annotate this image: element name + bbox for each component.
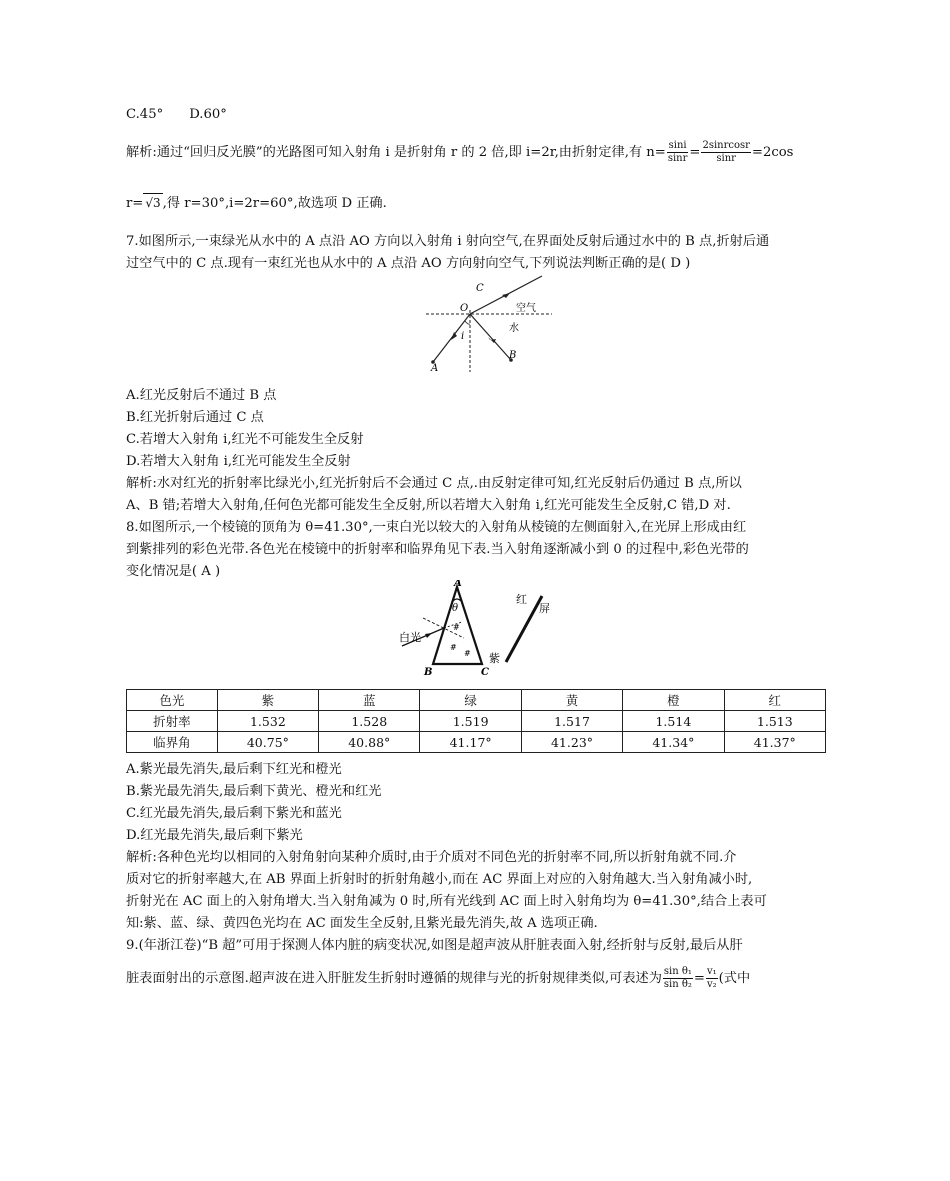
q6-option-d: D.60°: [189, 107, 227, 122]
q7-option-a: A.红光反射后不通过 B 点: [126, 388, 277, 403]
q6-options: [126, 106, 227, 124]
q7-analysis-line1: 解析:水对红光的折射率比绿光小,红光折射后不会通过 C 点,.由反射定律可知,红光反射后仍通过 B 点,所以: [126, 476, 742, 491]
q8-option-b: B.紫光最先消失,最后剩下黄光、橙光和红光: [126, 784, 382, 799]
table-cell: 1.513: [724, 711, 825, 732]
q6-option-c: C.45°: [126, 107, 164, 122]
q6-analysis-line1: 解析:通过“回归反光膜”的光路图可知入射角 i 是折射角 r 的 2 倍,即 i=2r,由折射定律,有 n= $\frac{\sin i}{\sin r}$ = $\frac{\text{2sinrcosr}}{\sin r}$ =2cos: [126, 140, 794, 164]
q7-option-b: B.红光折射后通过 C 点: [126, 410, 264, 425]
q8-option-a: A.紫光最先消失,最后剩下红光和橙光: [126, 762, 342, 777]
table-cell: 1.517: [521, 711, 622, 732]
table-cell: 40.88°: [319, 732, 420, 753]
q8-analysis-line3: 折射光在 AC 面上的入射角增大.当入射角减为 0 时,所有光线到 AC 面上时入射角均为 θ=41.30°,结合上表可: [126, 894, 767, 909]
q8-option-d: D.红光最先消失,最后剩下紫光: [126, 828, 303, 843]
table-cell: 折射率: [127, 711, 218, 732]
label-o: O: [460, 303, 469, 314]
svg-text:#: #: [453, 623, 460, 632]
label-purple: 紫: [489, 652, 500, 665]
reflected-ray: [470, 314, 511, 360]
table-cell: 41.37°: [724, 732, 825, 753]
refraction-table: [126, 689, 826, 753]
q8-analysis-line4: 知:紫、蓝、绿、黄四色光均在 AC 面发生全反射,且紫光最先消失,故 A 选项正确.: [126, 916, 598, 931]
q7-diagram: [424, 274, 554, 374]
label-red: 红: [516, 593, 527, 606]
table-cell: 1.532: [217, 711, 318, 732]
table-cell: 41.34°: [623, 732, 724, 753]
q8-analysis-line1: 解析:各种色光均以相同的入射角射向某种介质时,由于介质对不同色光的折射率不同,所以折射角就不同.介: [126, 850, 737, 865]
table-cell: 蓝: [319, 690, 420, 711]
table-cell: 绿: [420, 690, 521, 711]
table-row: [127, 711, 826, 732]
fraction-2sinrcosr-sinr: $\frac{\text{2sinrcosr}}{\sin r}$: [702, 140, 750, 164]
incident-ray: [433, 314, 470, 362]
q8-analysis-line2: 质对它的折射率越大,在 AB 界面上折射时的折射角越小,而在 AC 界面上对应的入射角越大.当入射角减小时,: [126, 872, 753, 887]
label-white-light: 白光: [399, 631, 421, 644]
q7-option-c: C.若增大入射角 i,红光不可能发生全反射: [126, 432, 364, 447]
table-cell: 红: [724, 690, 825, 711]
table-cell: 紫: [217, 690, 318, 711]
label-c: C: [481, 667, 489, 678]
label-theta: θ: [452, 603, 459, 614]
q7-stem-line2: 过空气中的 C 点.现有一束红光也从水中的 A 点沿 AO 方向射向空气,下列说法判断正确的是( D ): [126, 256, 691, 271]
label-air: 空气: [516, 303, 536, 314]
table-cell: 1.528: [319, 711, 420, 732]
label-i: i: [461, 331, 465, 342]
q8-prism-diagram: [392, 580, 592, 680]
q7-analysis-line2: A、B 错;若增大入射角,任何色光都可能发生全反射,所以若增大入射角 i,红光可能发生全反射,C 错,D 对.: [126, 498, 731, 513]
label-water: 水: [509, 323, 519, 334]
table-cell: 40.75°: [217, 732, 318, 753]
svg-text:#: #: [464, 649, 471, 658]
fraction-velocity: $\frac{\text{v₁}}{\text{v₂}}$: [706, 966, 717, 990]
q9-stem-line2: 脏表面射出的示意图.超声波在进入肝脏发生折射时遵循的规律与光的折射规律类似,可表述为 $\frac{\text{sin θ₁}}{\text{sin θ₂}}$ = $\frac{\text{v₁}}{\text{v₂}}$ (式中: [126, 966, 751, 990]
table-row: [127, 732, 826, 753]
label-b: B: [424, 667, 433, 678]
q7-option-d: D.若增大入射角 i,红光可能发生全反射: [126, 454, 351, 469]
q8-stem-line1: 8.如图所示,一个棱镜的顶角为 θ=41.30°,一束白光以较大的入射角从棱镜的左侧面射入,在光屏上形成由红: [126, 520, 747, 535]
q6-analysis-line2: r= √3 ,得 r=30°,i=2r=60°,故选项 D 正确.: [126, 193, 387, 213]
table-cell: 黄: [521, 690, 622, 711]
table-cell: 41.23°: [521, 732, 622, 753]
sqrt-three: √3: [143, 193, 162, 212]
fraction-sin-theta: $\frac{\text{sin θ₁}}{\text{sin θ₂}}$: [663, 966, 692, 990]
table-cell: 色光: [127, 690, 218, 711]
q8-option-c: C.红光最先消失,最后剩下紫光和蓝光: [126, 806, 342, 821]
table-cell: 1.519: [420, 711, 521, 732]
label-a: A: [431, 363, 439, 374]
table-cell: 1.514: [623, 711, 724, 732]
label-a: A: [454, 580, 462, 589]
table-header-row: [127, 690, 826, 711]
table-cell: 橙: [623, 690, 724, 711]
fraction-sini-sinr: $\frac{\sin i}{\sin r}$: [667, 140, 688, 164]
q9-stem-line1: 9.(年浙江卷)“B 超”可用于探测人体内脏的病变状况,如图是超声波从肝脏表面入射,经折射与反射,最后从肝: [126, 938, 743, 953]
q6-analysis-text: 解析:通过“回归反光膜”的光路图可知入射角 i 是折射角 r 的 2 倍,即 i=2r,由折射定律,有 n=: [126, 145, 666, 160]
q8-stem-line3: 变化情况是( A ): [126, 564, 221, 579]
q8-stem-line2: 到紫排列的彩色光带.各色光在棱镜中的折射率和临界角见下表.当入射角逐渐减小到 0 的过程中,彩色光带的: [126, 542, 749, 557]
label-b: B: [509, 350, 517, 361]
table-cell: 临界角: [127, 732, 218, 753]
label-screen: 屏: [539, 602, 550, 615]
label-c: C: [476, 283, 484, 294]
svg-text:#: #: [450, 643, 457, 652]
q7-stem-line1: 7.如图所示,一束绿光从水中的 A 点沿 AO 方向以入射角 i 射向空气,在界面处反射后通过水中的 B 点,折射后通: [126, 234, 770, 249]
table-cell: 41.17°: [420, 732, 521, 753]
